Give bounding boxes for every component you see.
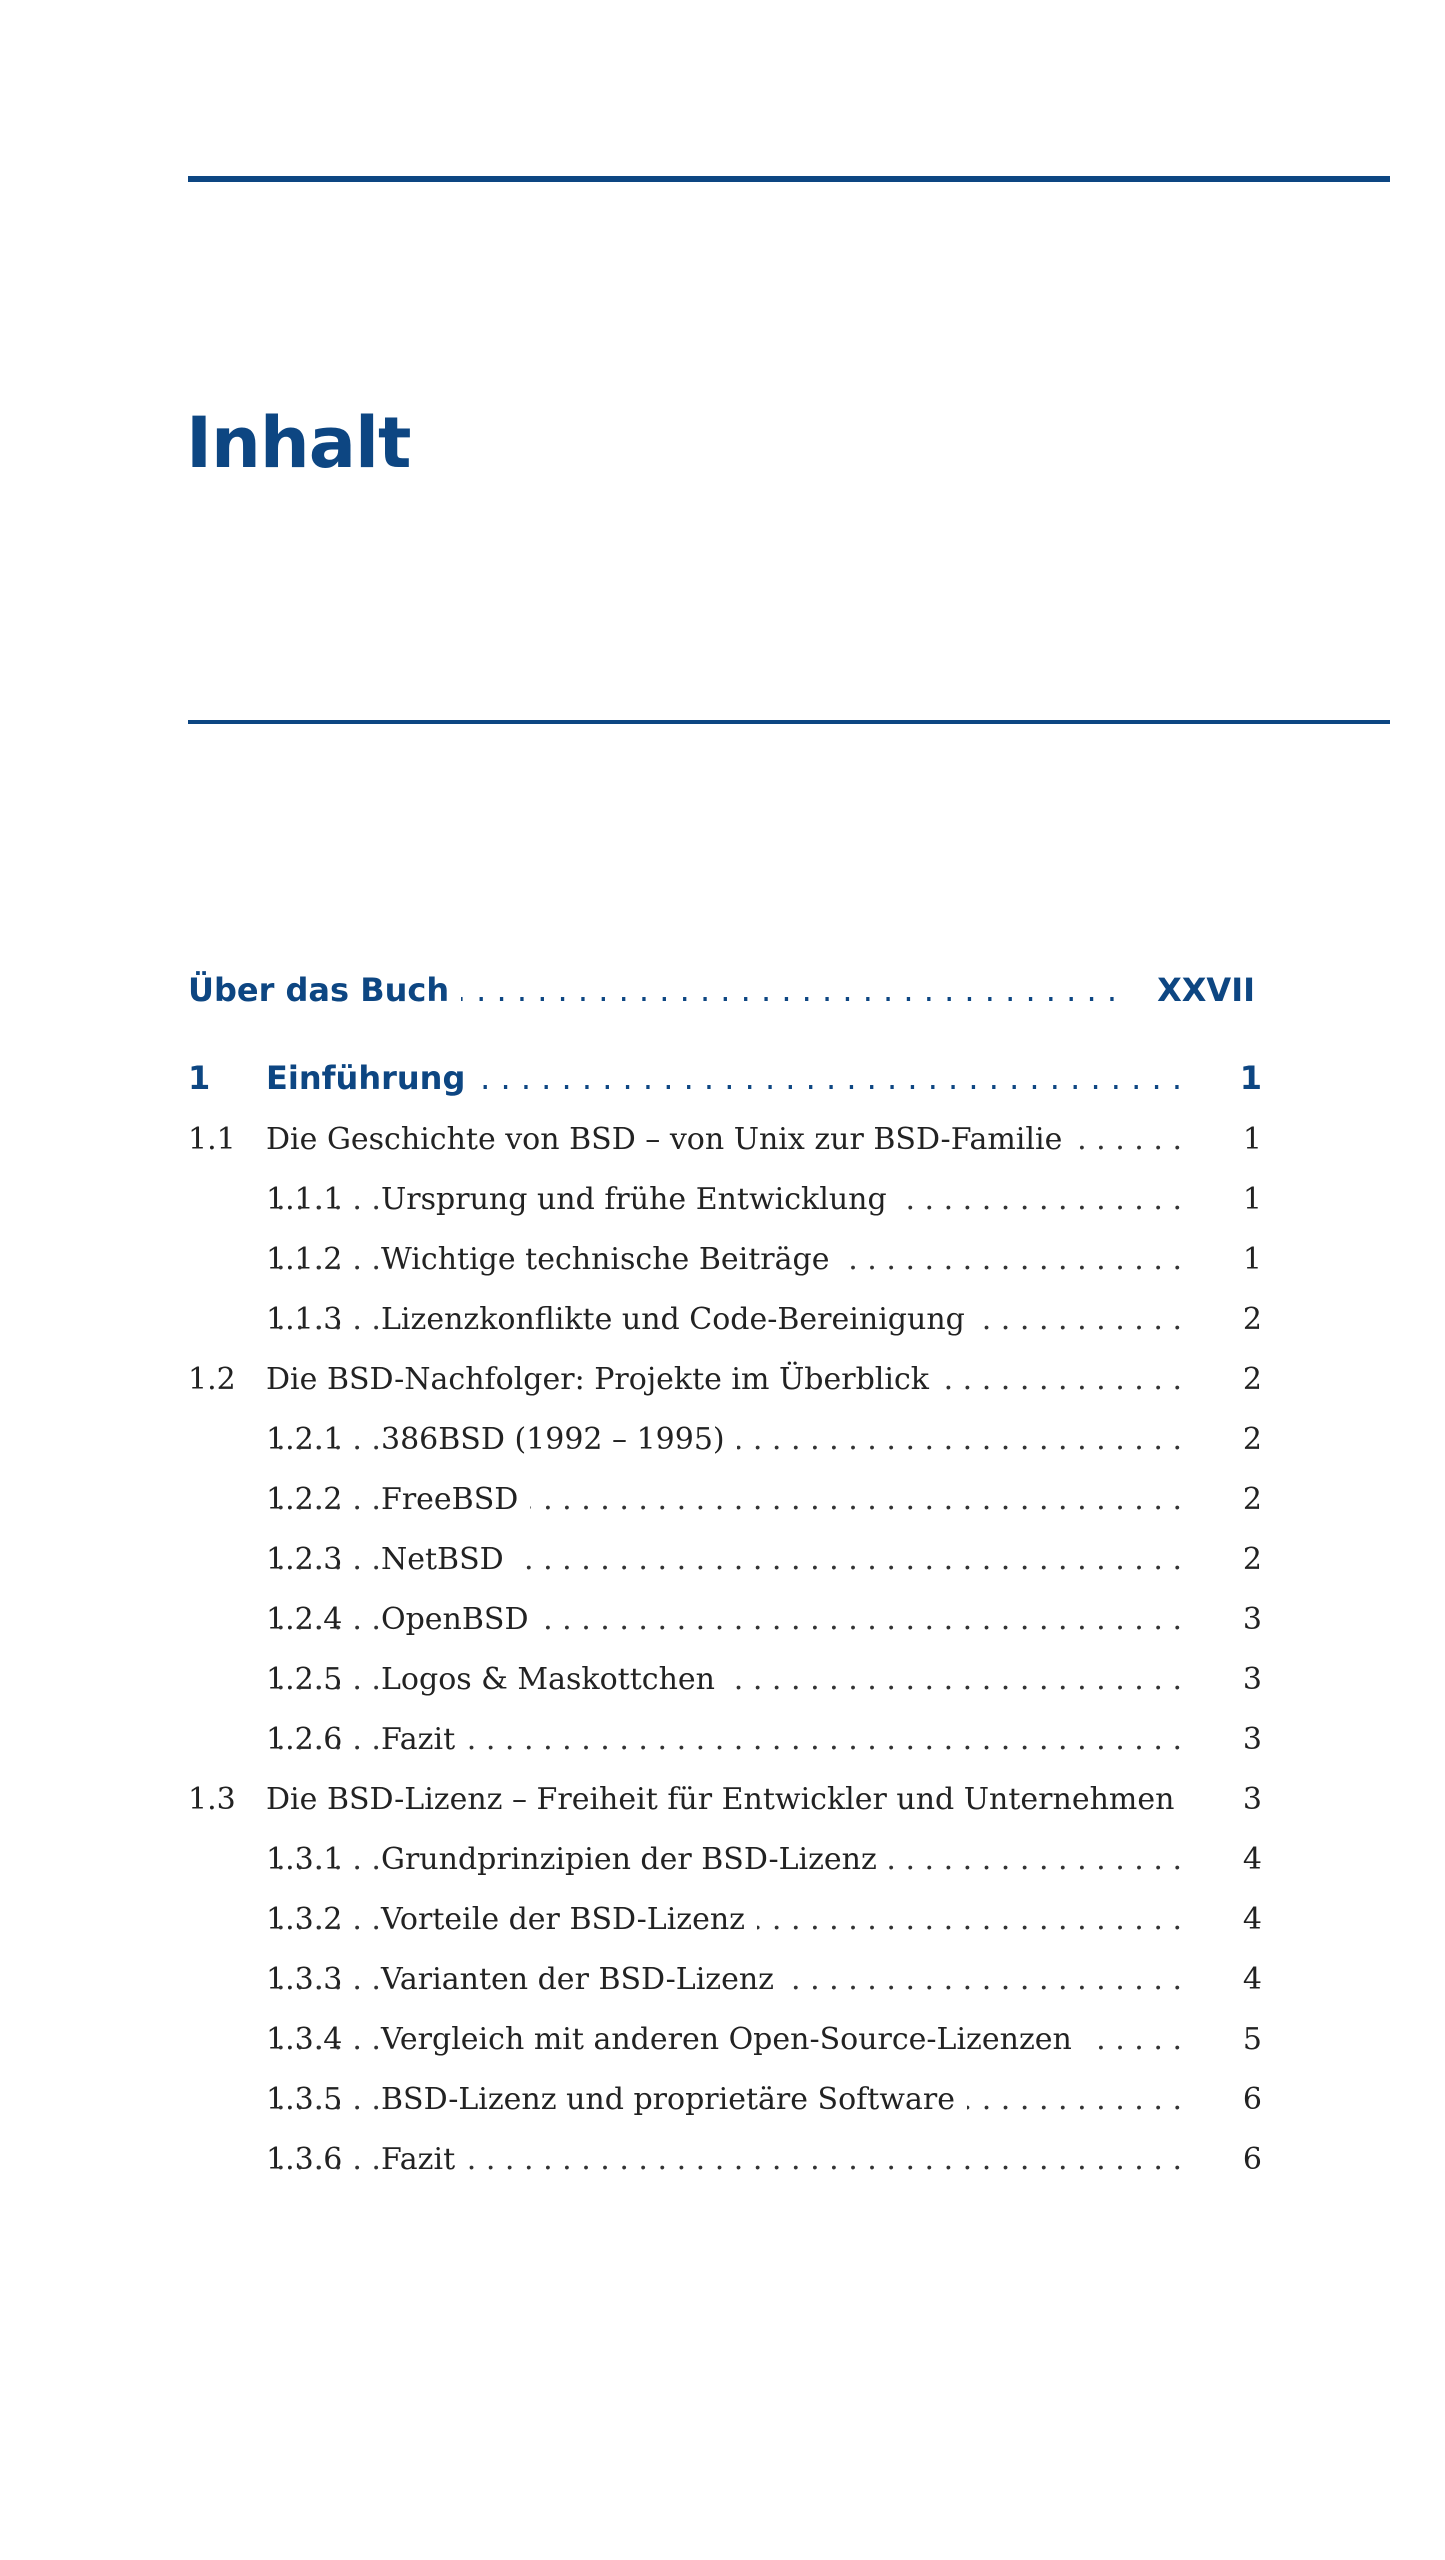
toc-entry[interactable]	[0, 1475, 1445, 1525]
toc-entry-label: NetBSD	[381, 1535, 516, 1585]
toc-entry-number: 1.2.2	[266, 1482, 343, 1517]
toc-entry-number: 1.3.1	[266, 1842, 343, 1877]
toc-page-number: 1	[1242, 1242, 1262, 1277]
toc-page-number: 6	[1242, 2082, 1262, 2117]
toc-entry-number: 1.1.1	[266, 1182, 343, 1217]
toc-entry-number: 1.2.3	[266, 1542, 343, 1577]
toc-entry-number: 1.1.3	[266, 1302, 343, 1337]
toc-entry-number: 1.1	[188, 1122, 236, 1157]
toc-entry-number: 1.2.6	[266, 1722, 343, 1757]
toc-entry-label: Einführung	[266, 1053, 477, 1103]
toc-entry[interactable]	[0, 1775, 1445, 1825]
toc-page-number: 2	[1242, 1302, 1262, 1337]
toc-entry-label: Lizenzkonflikte und Code-Bereinigung	[381, 1295, 977, 1345]
toc-entry[interactable]	[0, 1175, 1445, 1225]
toc-entry[interactable]	[0, 1295, 1445, 1345]
toc-entry-label: Fazit	[381, 2135, 467, 2185]
toc-entry[interactable]	[0, 1595, 1445, 1645]
toc-entry-number: 1.2.5	[266, 1662, 343, 1697]
toc-page-number: 3	[1242, 1602, 1262, 1637]
toc-page-number: 6	[1242, 2142, 1262, 2177]
toc-entry-label: Die Geschichte von BSD – von Unix zur BSD-Familie	[266, 1115, 1074, 1165]
toc-entry[interactable]	[0, 1415, 1445, 1465]
toc-entry-label: BSD-Lizenz und proprietäre Software	[381, 2075, 967, 2125]
toc-entry-number: 1.2.4	[266, 1602, 343, 1637]
toc-page-number: 2	[1242, 1482, 1262, 1517]
toc-entry-label: Varianten der BSD-Lizenz	[381, 1955, 786, 2005]
toc-entry-number: 1.3.3	[266, 1962, 343, 1997]
toc-page-number: 4	[1242, 1842, 1262, 1877]
toc-entry-label: Die BSD-Lizenz – Freiheit für Entwickler und Unternehmen	[266, 1775, 1186, 1825]
toc-entry-number: 1.3.6	[266, 2142, 343, 2177]
toc-entry-label: Wichtige technische Beiträge	[381, 1235, 841, 1285]
toc-entry-number: 1	[188, 1059, 211, 1097]
toc-entry[interactable]	[0, 1955, 1445, 2005]
toc-entry-label: Vorteile der BSD-Lizenz	[381, 1895, 757, 1945]
toc-page-number: 4	[1242, 1902, 1262, 1937]
toc-page-number: 1	[1242, 1122, 1262, 1157]
toc-entry[interactable]	[0, 1835, 1445, 1885]
toc-entry[interactable]	[0, 1655, 1445, 1705]
toc-entry[interactable]	[0, 1715, 1445, 1765]
toc-entry-number: 1.2	[188, 1362, 236, 1397]
toc-entry[interactable]	[0, 1355, 1445, 1405]
toc-page-number: 3	[1242, 1782, 1262, 1817]
toc-page-number: 1	[1242, 1182, 1262, 1217]
toc-entry[interactable]	[0, 1895, 1445, 1945]
toc-entry[interactable]	[0, 1235, 1445, 1285]
toc-page-number: 5	[1242, 2022, 1262, 2057]
toc-entry-label: Über das Buch	[188, 965, 461, 1015]
toc-entry[interactable]	[0, 1535, 1445, 1585]
toc-page-number: 1	[1239, 1059, 1262, 1097]
toc-entry-label: OpenBSD	[381, 1595, 541, 1645]
toc-entry-label: FreeBSD	[381, 1475, 530, 1525]
toc-entry-number: 1.2.1	[266, 1422, 343, 1457]
toc-page-number: 2	[1242, 1542, 1262, 1577]
toc-entry[interactable]	[0, 2015, 1445, 2065]
toc-page-number: 2	[1242, 1362, 1262, 1397]
toc-page-number: 2	[1242, 1422, 1262, 1457]
toc-entry-label: Fazit	[381, 1715, 467, 1765]
toc-entry[interactable]	[0, 2135, 1445, 2185]
toc-entry-number: 1.3	[188, 1782, 236, 1817]
toc-entry[interactable]	[0, 1115, 1445, 1165]
toc-entry-label: Die BSD-Nachfolger: Projekte im Überblick	[266, 1355, 941, 1405]
toc-entry-preface[interactable]	[0, 965, 1445, 1015]
toc-entry-label: Ursprung und frühe Entwicklung	[381, 1175, 899, 1225]
page-title: Inhalt	[186, 402, 411, 484]
toc-entry[interactable]	[0, 2075, 1445, 2125]
toc-entry-label: 386BSD (1992 – 1995)	[381, 1415, 737, 1465]
toc-page-number: 3	[1242, 1662, 1262, 1697]
toc-page-number: 3	[1242, 1722, 1262, 1757]
toc-entry-label: Logos & Maskottchen	[381, 1655, 727, 1705]
toc-entry-label: Vergleich mit anderen Open-Source-Lizenzen	[381, 2015, 1084, 2065]
toc-entry-number: 1.3.5	[266, 2082, 343, 2117]
toc-entry-number: 1.3.4	[266, 2022, 343, 2057]
toc-page-number: 4	[1242, 1962, 1262, 1997]
toc-page-number: XXVII	[1157, 971, 1255, 1009]
toc-entry-chapter-1[interactable]	[0, 1053, 1445, 1103]
toc-entry-label: Grundprinzipien der BSD-Lizenz	[381, 1835, 889, 1885]
toc-entry-number: 1.3.2	[266, 1902, 343, 1937]
toc-entry-number: 1.1.2	[266, 1242, 343, 1277]
